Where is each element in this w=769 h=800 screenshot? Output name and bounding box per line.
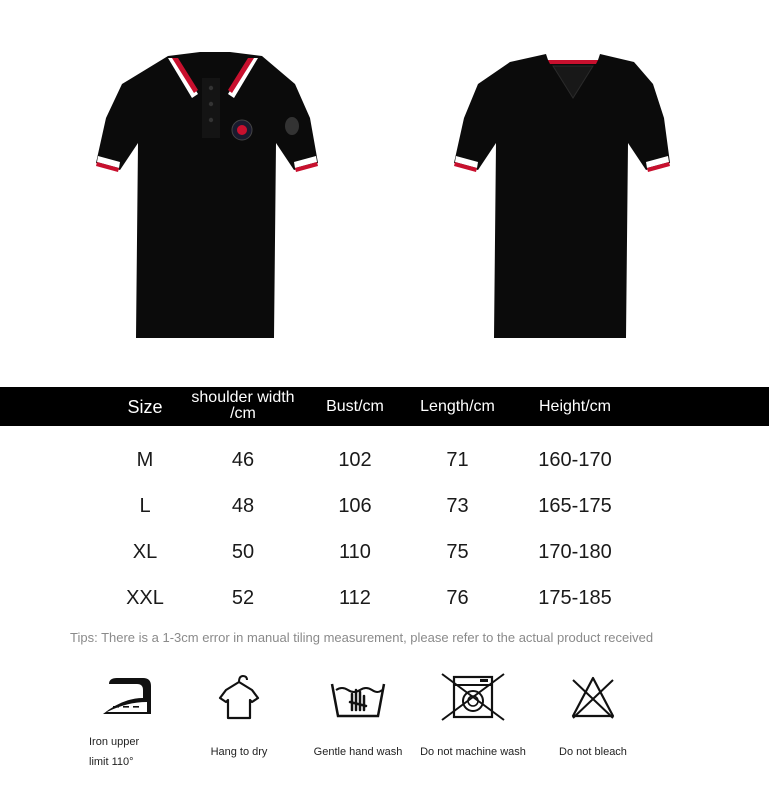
hanger-icon [214, 672, 264, 722]
size-chart-table [0, 387, 769, 621]
care-instructions [0, 672, 769, 782]
table-row [0, 529, 769, 575]
cell-bust: 110 [339, 541, 371, 563]
cell-length: 76 [446, 587, 469, 609]
header-size: Size [127, 397, 163, 417]
care-label-hand-wash: Gentle hand wash [313, 746, 403, 758]
care-item-no-machine-wash [413, 672, 533, 762]
cell-bust: 112 [339, 587, 371, 609]
measurement-tips: Tips: There is a 1-3cm error in manual tiling measurement, please refer to the actual product received [70, 630, 654, 645]
polo-shirt-front-image [80, 48, 350, 338]
header-length: Length/cm [420, 398, 495, 415]
cell-size: XXL [126, 587, 164, 609]
cell-length: 75 [446, 541, 469, 563]
hand-wash-icon [328, 672, 388, 722]
cell-shoulder: 46 [231, 449, 255, 471]
care-label-hang: Hang to dry [210, 746, 268, 758]
header-shoulder-width: shoulder width /cm [191, 389, 295, 422]
cell-length: 71 [446, 449, 469, 471]
cell-length: 73 [446, 495, 469, 517]
table-row [0, 483, 769, 529]
cell-height: 160-170 [538, 449, 612, 471]
product-images [0, 0, 769, 380]
care-label-no-machine-wash: Do not machine wash [420, 746, 526, 758]
care-label-iron: Iron upper limit 110° [89, 736, 140, 768]
table-row [0, 437, 769, 483]
no-machine-wash-icon [438, 672, 508, 722]
cell-size: L [139, 495, 151, 517]
no-bleach-icon [568, 672, 618, 722]
table-row [0, 575, 769, 621]
cell-height: 170-180 [538, 541, 612, 563]
care-item-hand-wash [298, 672, 418, 762]
cell-height: 175-185 [538, 587, 612, 609]
cell-shoulder: 52 [231, 587, 255, 609]
care-item-no-bleach [533, 672, 653, 762]
care-item-iron [67, 672, 187, 772]
cell-bust: 106 [338, 495, 372, 517]
cell-bust: 102 [338, 449, 372, 471]
cell-height: 165-175 [538, 495, 612, 517]
polo-shirt-back-image [438, 48, 708, 338]
care-label-no-bleach: Do not bleach [559, 746, 627, 758]
iron-icon [97, 672, 157, 722]
header-height: Height/cm [538, 398, 612, 415]
header-bust: Bust/cm [326, 398, 384, 415]
table-header-row [0, 387, 769, 426]
cell-size: XL [132, 541, 158, 563]
cell-size: M [136, 449, 154, 471]
care-item-hang [179, 672, 299, 762]
cell-shoulder: 50 [231, 541, 255, 563]
cell-shoulder: 48 [231, 495, 255, 517]
